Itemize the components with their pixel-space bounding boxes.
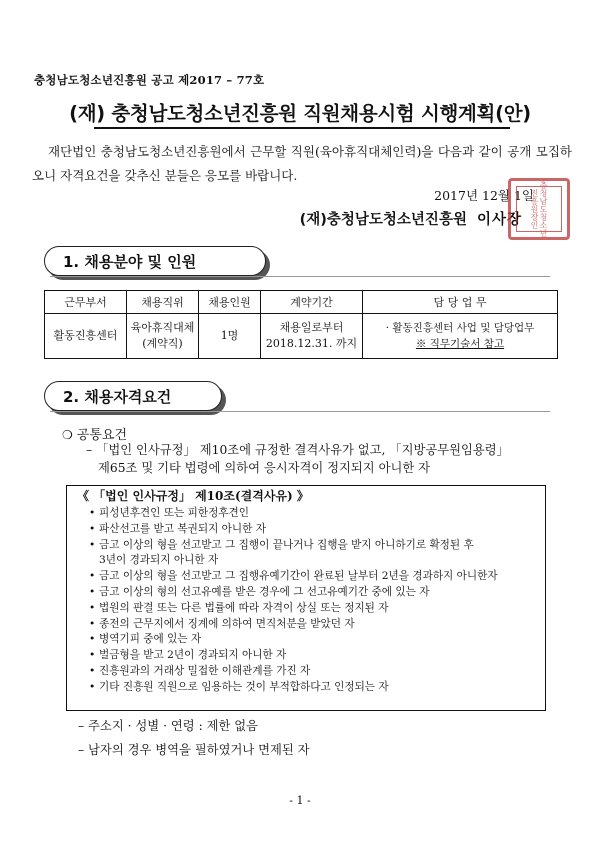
cell-period — [261, 314, 363, 359]
table-header-row — [45, 291, 558, 314]
cell-duty — [363, 314, 558, 359]
common-requirements-heading: ❍ 공통요건 — [62, 428, 127, 443]
cell-department: 활동진흥센터 — [45, 314, 127, 359]
section-2-heading: 2. 채용자격요건 — [44, 381, 222, 411]
list-item: • 피성년후견인 또는 피한정후견인 — [89, 506, 541, 522]
disqualification-box-title: 《 「법인 인사규정」 제10조(결격사유) 》 — [77, 489, 309, 503]
notice-date: 2017년 12월 1일 — [434, 188, 534, 203]
period-line-2: 2018.12.31. 까지 — [265, 337, 358, 350]
page-title: (재) 충청남도청소년진흥원 직원채용시험 시행계획(안) — [69, 102, 531, 125]
requirement-line-1: – 「법인 인사규정」 제10조에 규정한 결격사유가 없고, 「지방공무원임용령」 — [86, 443, 509, 457]
list-item: • 금고 이상의 형을 선고받고 그 집행유예기간이 완료된 날부터 2년을 경과하지 아니한자 — [89, 569, 541, 585]
cell-position — [127, 314, 199, 359]
intro-paragraph: 재단법인 충청남도청소년진흥원에서 근무할 직원(육아휴직대체인력)을 다음과 같이 공개 모집하오니 자격요건을 갖추신 분들은 응모를 바랍니다. — [32, 144, 572, 183]
notice-number: 충청남도청소년진흥원 공고 제2017 – 77호 — [34, 73, 265, 87]
position-line-2: (계약직) — [142, 337, 183, 350]
hollow-circle-bullet-icon: ❍ — [62, 428, 73, 442]
header-duty: 담 당 업 무 — [363, 291, 558, 314]
page-number: - 1 - — [289, 794, 311, 807]
ceo-title: 이사장 — [476, 212, 522, 228]
disqualification-box — [66, 485, 546, 711]
list-item: • 금고 이상의 형을 선고받고 그 집행이 끝나거나 집행을 받지 아니하기로 확정된 후 — [89, 538, 541, 554]
residence-gender-age-requirement: – 주소지 · 성별 · 연령 : 제한 없음 — [78, 719, 259, 733]
requirement-line-2: 제65조 및 기타 법령에 의하여 응시자격이 정지되지 아니한 자 — [98, 461, 431, 475]
list-item: • 진흥원과의 거래상 밀접한 이해관계를 가진 자 — [89, 664, 541, 680]
requirement-text — [86, 441, 556, 477]
list-item: • 파산선고를 받고 복권되지 아니한 자 — [89, 522, 541, 538]
military-service-requirement: – 남자의 경우 병역을 필하였거나 면제된 자 — [78, 743, 310, 757]
cell-count: 1명 — [199, 314, 261, 359]
table-row — [45, 314, 558, 359]
duty-line-2: ※ 직무기술서 참고 — [415, 338, 505, 350]
duty-line-1: · 활동진흥센터 사업 및 담당업무 — [385, 322, 535, 334]
recruitment-table — [44, 290, 558, 359]
title-underline — [94, 127, 510, 129]
position-line-1: 육아휴직대체 — [130, 321, 195, 334]
organization-name: (재)충청남도청소년진흥원 — [299, 212, 467, 228]
list-item: • 벌금형을 받고 2년이 경과되지 아니한 자 — [89, 648, 541, 664]
list-item: • 종전의 근무지에서 징계에 의하여 면직처분을 받았던 자 — [89, 617, 541, 633]
official-seal-icon: 충청남도청소년진흥원장인 — [508, 178, 570, 240]
list-item: • 기타 진흥원 직원으로 임용하는 것이 부적합하다고 인정되는 자 — [89, 680, 541, 696]
section-2-divider — [50, 411, 550, 412]
list-item: • 병역기피 중에 있는 자 — [89, 632, 541, 648]
section-1-divider — [50, 276, 550, 277]
period-line-1: 채용일로부터 — [279, 321, 344, 334]
header-department: 근무부서 — [45, 291, 127, 314]
list-item: • 법원의 판결 또는 다른 법률에 따라 자격이 상실 또는 정지된 자 — [89, 601, 541, 617]
organization-signature — [300, 208, 522, 229]
list-item: • 금고 이상의 형의 선고유예를 받은 경우에 그 선고유예기간 중에 있는 자 — [89, 585, 541, 601]
section-1-heading: 1. 채용분야 및 인원 — [44, 246, 266, 276]
list-item-continuation: 3년이 경과되지 아니한 자 — [99, 554, 219, 567]
disqualification-list — [89, 506, 541, 696]
header-position: 채용직위 — [127, 291, 199, 314]
header-period: 계약기간 — [261, 291, 363, 314]
header-count: 채용인원 — [199, 291, 261, 314]
